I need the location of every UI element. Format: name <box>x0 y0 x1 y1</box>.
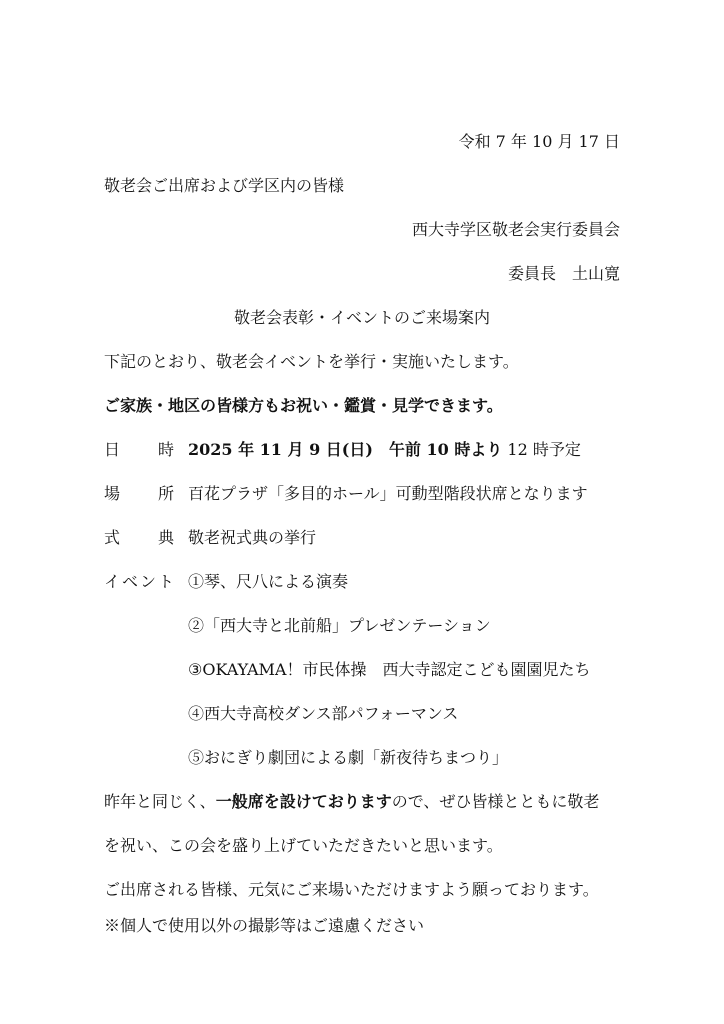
place-label-char-1: 場 <box>104 484 121 503</box>
closing-paragraph-line-3: ご出席される皆様、元気にご来場いただけますよう願っております。 <box>104 880 599 899</box>
document-date: 令和 7 年 10 月 17 日 <box>458 132 620 151</box>
highlight-paragraph: ご家族・地区の皆様方もお祝い・鑑賞・見学できます。 <box>104 396 503 415</box>
event-ceremony: 敬老祝式典の挙行 <box>188 528 317 547</box>
date-label-char-1: 日 <box>104 440 121 459</box>
sender-organization: 西大寺学区敬老会実行委員会 <box>411 220 620 239</box>
event-place: 百花プラザ「多目的ホール」可動型階段状席となります <box>188 484 588 503</box>
ceremony-label-char-2: 典 <box>157 528 174 547</box>
event-item-4: ④西大寺高校ダンス部パフォーマンス <box>188 704 459 723</box>
intro-paragraph: 下記のとおり、敬老会イベントを挙行・実施いたします。 <box>104 352 519 371</box>
sender-person: 委員長 土山寛 <box>507 264 620 283</box>
event-datetime-end: 12 時予定 <box>502 440 581 459</box>
event-item-5: ⑤おにぎり劇団による劇「新夜待ちまつり」 <box>188 748 509 767</box>
photography-note: ※個人で使用以外の撮影等はご遠慮ください <box>104 916 425 935</box>
event-item-2: ②「西大寺と北前船」プレゼンテーション <box>188 616 491 635</box>
date-label-char-2: 時 <box>157 440 174 459</box>
date-label <box>104 439 174 461</box>
closing-text-b: ので、ぜひ皆様とともに敬老 <box>391 792 600 811</box>
event-item-3: ③OKAYAMA！市民体操 西大寺認定こども園園児たち <box>188 660 591 679</box>
document-title: 敬老会表彰・イベントのご来場案内 <box>233 308 490 327</box>
event-item-1: ①琴、尺八による演奏 <box>188 572 349 591</box>
addressee: 敬老会ご出席および学区内の皆様 <box>104 176 345 195</box>
ceremony-label <box>104 527 174 549</box>
event-datetime-bold: 2025 年 11 月 9 日(日) 午前 10 時より <box>188 440 503 459</box>
place-label-char-2: 所 <box>157 484 174 503</box>
event-list-label: イベント <box>104 572 177 591</box>
closing-text-bold: 一般席を設けております <box>215 792 392 811</box>
closing-paragraph-line-1 <box>104 791 599 813</box>
ceremony-label-char-1: 式 <box>104 528 121 547</box>
closing-paragraph-line-2: を祝い、この会を盛り上げていただきたいと思います。 <box>104 836 503 855</box>
closing-text-a: 昨年と同じく、 <box>104 792 216 811</box>
event-datetime <box>188 439 581 461</box>
place-label <box>104 483 174 505</box>
